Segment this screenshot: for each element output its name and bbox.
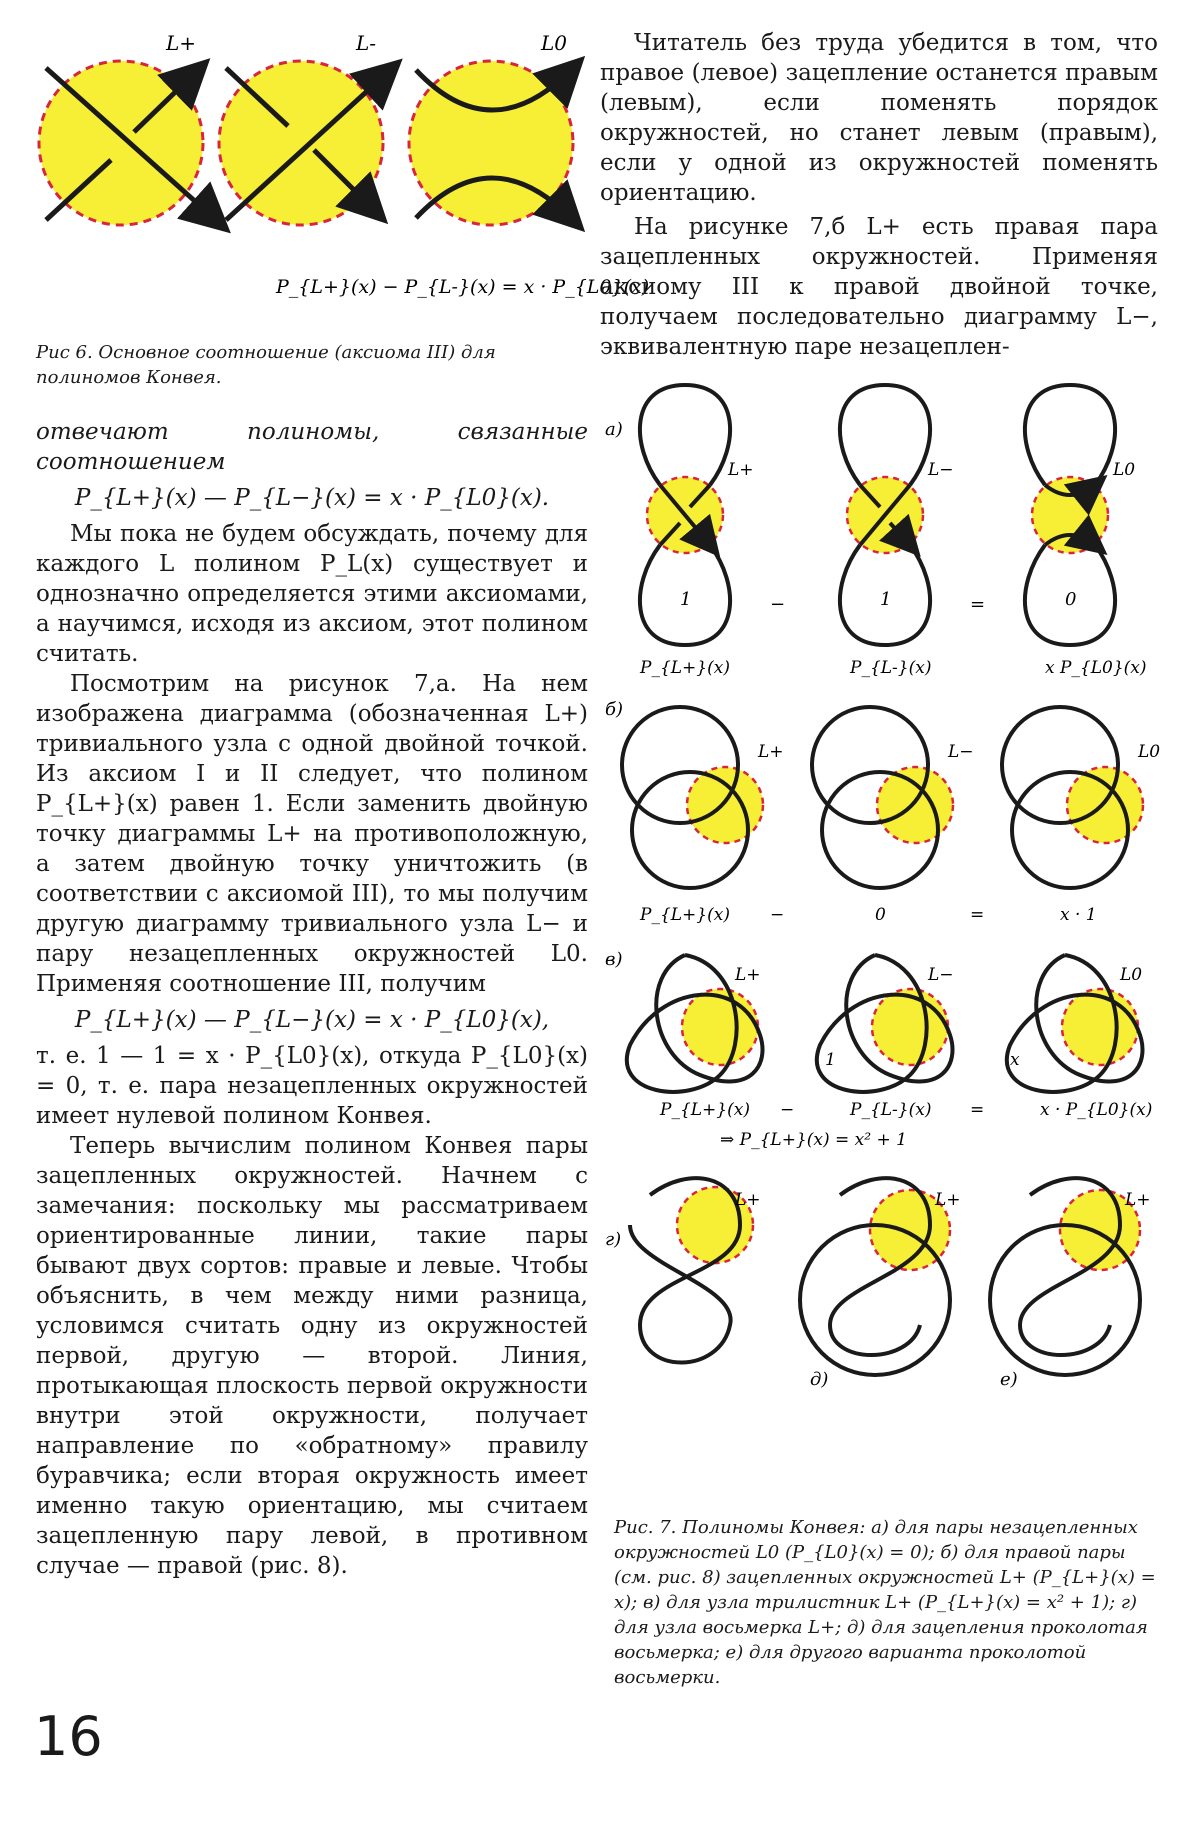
- row-c-formula-2: P_{L-}(x): [850, 1100, 932, 1120]
- row-a-diagram-1: [640, 385, 754, 645]
- fig7-row-b: [605, 699, 1160, 925]
- row-c-result: ⇒ P_{L+}(x) = x² + 1: [720, 1130, 907, 1150]
- right-paragraph-2: На рисунке 7,б L+ есть правая пара зацепленных окружностей. Применяя аксиому III к правой двойной точке, получаем последовательно диаграмму L−, эквивалентную паре незацеплен-: [600, 214, 1158, 360]
- row-a-diagram-3: [1025, 385, 1135, 645]
- left-paragraph-1: отвечают полиномы, связанные соотношением: [36, 419, 588, 475]
- formula-1: P_{L+}(x) — P_{L−}(x) = x · P_{L0}(x).: [74, 485, 550, 511]
- fig6-label-lzero: L0: [541, 31, 568, 55]
- figure-7: [600, 375, 1170, 1495]
- fig7-row-a: [605, 385, 1147, 678]
- fig6-label-lminus: L-: [356, 31, 377, 55]
- row-c-diagram-3: [1007, 955, 1143, 1092]
- fig6-label-lplus: L+: [166, 31, 197, 55]
- row-c-label-1: L+: [735, 965, 761, 985]
- row-a-label-1: L+: [728, 460, 754, 480]
- row-c-label-2: L−: [928, 965, 954, 985]
- formula-2: P_{L+}(x) — P_{L−}(x) = x · P_{L0}(x),: [74, 1007, 550, 1033]
- row-a-label-2: L−: [928, 460, 954, 480]
- left-paragraph-2: Мы пока не будем обсуждать, почему для каждого L полином P_L(x) существует и однозначно определяется этими аксиомами, а научимся, исходя из аксиом, этот полином считать.: [36, 521, 588, 667]
- row-d-letter: г): [605, 1229, 622, 1250]
- row-b-formula-2: 0: [875, 905, 886, 925]
- left-body: [36, 417, 588, 1581]
- row-d-sub-3: е): [1000, 1369, 1018, 1390]
- row-b-formula-1: P_{L+}(x): [640, 905, 730, 925]
- row-c-label-3: L0: [1120, 965, 1143, 985]
- row-a-formula-3: x P_{L0}(x): [1045, 658, 1147, 678]
- row-b-diagram-1: [622, 707, 784, 888]
- fig6-caption: Рис 6. Основное соотношение (аксиома III) для полиномов Конвея.: [36, 342, 496, 388]
- row-a-label-3: L0: [1113, 460, 1136, 480]
- row-d-label-2: L+: [935, 1190, 961, 1210]
- row-d-label-3: L+: [1125, 1190, 1151, 1210]
- row-a-diagram-2: [840, 385, 954, 645]
- row-a-letter: а): [605, 419, 623, 440]
- right-paragraph-1: Читатель без труда убедится в том, что правое (левое) зацепление останется правым (левым), если поменять порядок окружностей, но станет левым (правым), если у одной из окружностей поменять ориентацию.: [600, 30, 1158, 206]
- page-number: 16: [34, 1705, 103, 1768]
- row-b-letter: б): [605, 699, 624, 720]
- row-d-label-1: L+: [735, 1190, 761, 1210]
- row-a-minus-1: −: [770, 594, 786, 615]
- fig6-diagram-lminus: [219, 61, 388, 225]
- row-b-equals: =: [970, 905, 985, 925]
- row-b-label-1: L+: [758, 742, 784, 762]
- row-d-diagram-2: [800, 1178, 961, 1390]
- row-c-minus-1: −: [780, 1100, 795, 1120]
- row-b-label-2: L−: [948, 742, 974, 762]
- fig6-diagram-lplus: [39, 61, 216, 225]
- fig7-row-c: [605, 949, 1152, 1150]
- fig6-formula: P_{L+}(x) − P_{L-}(x) = x · P_{L0}(x): [276, 276, 650, 298]
- left-paragraph-3: Посмотрим на рисунок 7,а. На нем изображена диаграмма (обозначенная L+) тривиального узла с одной двойной точкой. Из аксиом I и II следует, что полином P_{L+}(x) равен 1. Если заменить двойную точку диаграммы L+ на противоположную, а затем двойную точку уничтожить (в соответствии с аксиомой III), то мы получим другую диаграмму тривиального узла L− и пару незацепленных окружностей L0. Применяя соотношение III, получим: [36, 671, 588, 997]
- fig7-caption: Рис. 7. Полиномы Конвея: а) для пары незацепленных окружностей L0 (P_{L0}(x) = 0); б) для правой пары (см. рис. 8) зацепленных окружностей L+ (P_{L+}(x) = x); в) для узла трилистник L+ (P_{L+}(x) = x² + 1); г) для узла восьмерка L+; д) для зацепления проколотая восьмерка; е) для другого варианта проколотой восьмерки.: [614, 1517, 1156, 1688]
- row-c-inner-3: x: [1010, 1050, 1020, 1070]
- fig6-diagram-lzero: [409, 61, 573, 225]
- left-paragraph-5: Теперь вычислим полином Конвея пары зацепленных окружностей. Начнем с замечания: поскольку мы рассматриваем ориентированные линии, такие пары бывают двух сортов: правые и левые. Чтобы объяснить, в чем между ними разница, условимся считать одну из окружностей первой, другую — второй. Линия, протыкающая плоскость первой окружности внутри этой окружности, получает направление по «обратному» правилу буравчика; если вторая окружность имеет именно такую ориентацию, мы считаем зацепленную пару левой, в противном случае — правой (рис. 8).: [36, 1133, 588, 1579]
- row-a-formula-1: P_{L+}(x): [640, 658, 730, 678]
- row-b-diagram-2: [812, 707, 974, 888]
- row-c-diagram-1: [627, 955, 763, 1092]
- row-a-formula-2: P_{L-}(x): [850, 658, 932, 678]
- row-a-inner-2: 1: [880, 589, 892, 610]
- row-c-formula-3: x · P_{L0}(x): [1040, 1100, 1153, 1120]
- row-d-diagram-3: [990, 1178, 1151, 1390]
- row-d-diagram-1: [630, 1178, 761, 1362]
- row-a-equals: =: [970, 594, 986, 615]
- row-b-label-3: L0: [1138, 742, 1161, 762]
- row-b-minus: −: [770, 905, 785, 925]
- row-d-sub-2: д): [810, 1369, 829, 1390]
- row-b-diagram-3: [1002, 707, 1160, 888]
- row-a-inner-3: 0: [1065, 589, 1077, 610]
- row-c-inner-2: 1: [825, 1050, 836, 1070]
- row-b-formula-3: x · 1: [1060, 905, 1097, 925]
- left-paragraph-4: т. е. 1 — 1 = x · P_{L0}(x), откуда P_{L0}(x) = 0, т. е. пара незацепленных окружностей имеет нулевой полином Конвея.: [36, 1043, 588, 1129]
- row-a-inner-1: 1: [680, 589, 692, 610]
- figure-6: [36, 20, 650, 320]
- row-c-letter: в): [605, 949, 623, 970]
- row-c-diagram-2: [817, 955, 954, 1092]
- row-c-equals: =: [970, 1100, 985, 1120]
- row-c-formula-1: P_{L+}(x): [660, 1100, 750, 1120]
- fig7-row-d: [605, 1178, 1151, 1390]
